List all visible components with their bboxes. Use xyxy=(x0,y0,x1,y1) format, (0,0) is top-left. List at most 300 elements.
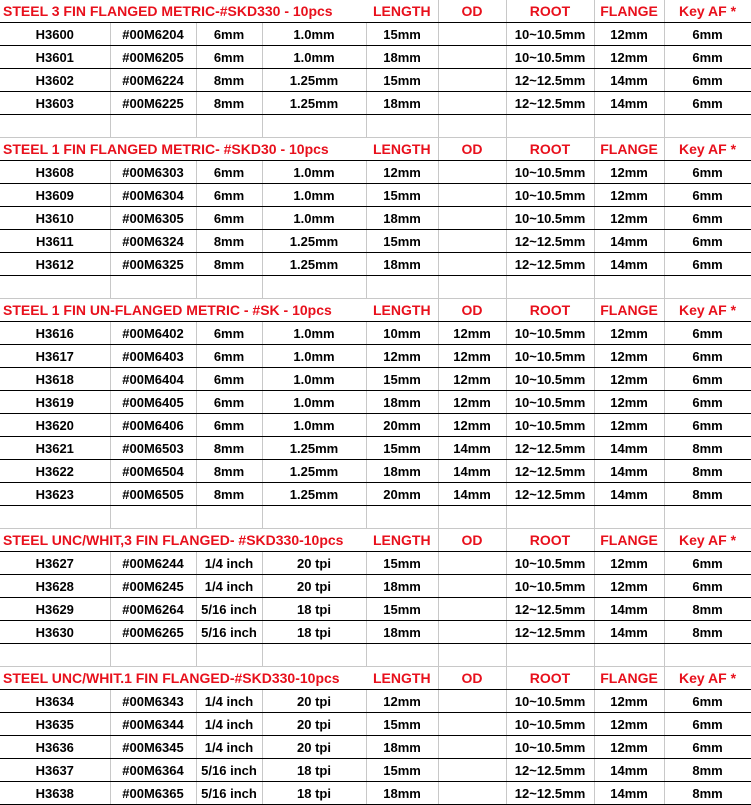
flange-cell: 14mm xyxy=(594,483,664,506)
key-af-cell: 8mm xyxy=(664,782,751,805)
root-cell: 12~12.5mm xyxy=(506,782,594,805)
od-header: OD xyxy=(438,138,506,161)
length-cell: 15mm xyxy=(366,230,438,253)
key-af-cell: 8mm xyxy=(664,598,751,621)
size-cell: 1/4 inch xyxy=(196,575,262,598)
empty-cell xyxy=(506,644,594,667)
flange-cell: 14mm xyxy=(594,69,664,92)
pitch-cell: 1.0mm xyxy=(262,161,366,184)
length-cell: 18mm xyxy=(366,92,438,115)
root-cell: 10~10.5mm xyxy=(506,690,594,713)
code-cell: #00M6364 xyxy=(110,759,196,782)
part-number-cell: H3620 xyxy=(0,414,110,437)
length-cell: 15mm xyxy=(366,368,438,391)
flange-cell: 14mm xyxy=(594,598,664,621)
pitch-cell: 1.25mm xyxy=(262,460,366,483)
table-row xyxy=(0,621,751,644)
key-af-cell: 8mm xyxy=(664,621,751,644)
flange-cell: 14mm xyxy=(594,230,664,253)
table-row xyxy=(0,345,751,368)
flange-cell: 12mm xyxy=(594,161,664,184)
size-cell: 1/4 inch xyxy=(196,552,262,575)
root-cell: 12~12.5mm xyxy=(506,483,594,506)
table-row xyxy=(0,368,751,391)
key-af-header: Key AF * xyxy=(664,667,751,690)
root-cell: 10~10.5mm xyxy=(506,391,594,414)
size-cell: 6mm xyxy=(196,23,262,46)
pitch-cell: 1.0mm xyxy=(262,184,366,207)
root-cell: 12~12.5mm xyxy=(506,253,594,276)
flange-cell: 14mm xyxy=(594,460,664,483)
flange-cell: 12mm xyxy=(594,322,664,345)
size-cell: 8mm xyxy=(196,92,262,115)
od-header: OD xyxy=(438,299,506,322)
table-row xyxy=(0,759,751,782)
key-af-cell: 6mm xyxy=(664,161,751,184)
empty-cell xyxy=(594,276,664,299)
key-af-cell: 6mm xyxy=(664,46,751,69)
key-af-cell: 6mm xyxy=(664,391,751,414)
flange-cell: 12mm xyxy=(594,184,664,207)
key-af-cell: 8mm xyxy=(664,483,751,506)
table-row xyxy=(0,575,751,598)
code-cell: #00M6304 xyxy=(110,184,196,207)
flange-cell: 12mm xyxy=(594,713,664,736)
pitch-cell: 1.0mm xyxy=(262,322,366,345)
flange-cell: 14mm xyxy=(594,92,664,115)
code-cell: #00M6406 xyxy=(110,414,196,437)
table-row xyxy=(0,322,751,345)
empty-cell xyxy=(594,644,664,667)
key-af-header: Key AF * xyxy=(664,138,751,161)
flange-cell: 12mm xyxy=(594,414,664,437)
code-cell: #00M6205 xyxy=(110,46,196,69)
flange-cell: 14mm xyxy=(594,621,664,644)
empty-cell xyxy=(506,276,594,299)
od-cell: 12mm xyxy=(438,345,506,368)
root-cell: 10~10.5mm xyxy=(506,23,594,46)
key-af-cell: 6mm xyxy=(664,713,751,736)
pitch-cell: 20 tpi xyxy=(262,736,366,759)
key-af-cell: 6mm xyxy=(664,23,751,46)
size-cell: 8mm xyxy=(196,483,262,506)
length-cell: 18mm xyxy=(366,621,438,644)
code-cell: #00M6505 xyxy=(110,483,196,506)
key-af-cell: 6mm xyxy=(664,69,751,92)
pitch-cell: 1.0mm xyxy=(262,207,366,230)
flange-header: FLANGE xyxy=(594,0,664,23)
root-cell: 12~12.5mm xyxy=(506,460,594,483)
length-cell: 18mm xyxy=(366,782,438,805)
length-cell: 18mm xyxy=(366,736,438,759)
flange-header: FLANGE xyxy=(594,299,664,322)
size-cell: 5/16 inch xyxy=(196,621,262,644)
size-cell: 6mm xyxy=(196,184,262,207)
flange-header: FLANGE xyxy=(594,529,664,552)
table-row xyxy=(0,23,751,46)
code-cell: #00M6264 xyxy=(110,598,196,621)
root-cell: 10~10.5mm xyxy=(506,161,594,184)
root-header: ROOT xyxy=(506,138,594,161)
flange-cell: 14mm xyxy=(594,759,664,782)
empty-cell xyxy=(196,276,262,299)
section-header-row xyxy=(0,138,751,161)
od-cell xyxy=(438,598,506,621)
length-cell: 20mm xyxy=(366,483,438,506)
code-cell: #00M6244 xyxy=(110,552,196,575)
part-number-cell: H3636 xyxy=(0,736,110,759)
empty-cell xyxy=(262,115,366,138)
size-cell: 8mm xyxy=(196,437,262,460)
code-cell: #00M6343 xyxy=(110,690,196,713)
part-number-cell: H3612 xyxy=(0,253,110,276)
length-cell: 12mm xyxy=(366,345,438,368)
size-cell: 1/4 inch xyxy=(196,713,262,736)
size-cell: 6mm xyxy=(196,391,262,414)
length-cell: 15mm xyxy=(366,759,438,782)
table-row xyxy=(0,437,751,460)
od-cell xyxy=(438,69,506,92)
pitch-cell: 18 tpi xyxy=(262,598,366,621)
key-af-cell: 6mm xyxy=(664,552,751,575)
pitch-cell: 1.25mm xyxy=(262,253,366,276)
size-cell: 8mm xyxy=(196,460,262,483)
part-number-cell: H3623 xyxy=(0,483,110,506)
size-cell: 6mm xyxy=(196,46,262,69)
root-header: ROOT xyxy=(506,299,594,322)
part-number-cell: H3609 xyxy=(0,184,110,207)
empty-cell xyxy=(366,276,438,299)
empty-cell xyxy=(262,644,366,667)
code-cell: #00M6204 xyxy=(110,23,196,46)
empty-cell xyxy=(366,506,438,529)
empty-cell xyxy=(0,506,110,529)
key-af-cell: 6mm xyxy=(664,230,751,253)
part-number-cell: H3621 xyxy=(0,437,110,460)
flange-cell: 12mm xyxy=(594,345,664,368)
section-header-row xyxy=(0,299,751,322)
od-cell xyxy=(438,230,506,253)
pitch-cell: 1.0mm xyxy=(262,368,366,391)
key-af-cell: 6mm xyxy=(664,207,751,230)
flange-cell: 12mm xyxy=(594,575,664,598)
table-row xyxy=(0,230,751,253)
root-cell: 12~12.5mm xyxy=(506,759,594,782)
section-header-row xyxy=(0,667,751,690)
code-cell: #00M6325 xyxy=(110,253,196,276)
empty-cell xyxy=(262,276,366,299)
table-row xyxy=(0,207,751,230)
key-af-cell: 6mm xyxy=(664,736,751,759)
size-cell: 1/4 inch xyxy=(196,736,262,759)
pitch-cell: 1.0mm xyxy=(262,391,366,414)
empty-cell xyxy=(110,276,196,299)
flange-header: FLANGE xyxy=(594,138,664,161)
code-cell: #00M6403 xyxy=(110,345,196,368)
table-row xyxy=(0,92,751,115)
pitch-cell: 1.0mm xyxy=(262,414,366,437)
part-number-cell: H3628 xyxy=(0,575,110,598)
size-cell: 1/4 inch xyxy=(196,690,262,713)
section-header-row xyxy=(0,529,751,552)
length-header: LENGTH xyxy=(366,529,438,552)
part-number-cell: H3617 xyxy=(0,345,110,368)
key-af-cell: 6mm xyxy=(664,345,751,368)
od-cell: 14mm xyxy=(438,437,506,460)
part-number-cell: H3627 xyxy=(0,552,110,575)
empty-cell xyxy=(664,506,751,529)
empty-cell xyxy=(366,644,438,667)
length-cell: 15mm xyxy=(366,184,438,207)
key-af-cell: 8mm xyxy=(664,460,751,483)
table-row xyxy=(0,69,751,92)
code-cell: #00M6365 xyxy=(110,782,196,805)
empty-cell xyxy=(110,115,196,138)
table-row xyxy=(0,713,751,736)
size-cell: 5/16 inch xyxy=(196,598,262,621)
empty-cell xyxy=(664,276,751,299)
root-header: ROOT xyxy=(506,529,594,552)
key-af-cell: 6mm xyxy=(664,690,751,713)
code-cell: #00M6405 xyxy=(110,391,196,414)
root-cell: 10~10.5mm xyxy=(506,552,594,575)
root-cell: 12~12.5mm xyxy=(506,92,594,115)
code-cell: #00M6224 xyxy=(110,69,196,92)
flange-cell: 12mm xyxy=(594,207,664,230)
code-cell: #00M6345 xyxy=(110,736,196,759)
table-row xyxy=(0,483,751,506)
root-cell: 12~12.5mm xyxy=(506,69,594,92)
table-row xyxy=(0,391,751,414)
pitch-cell: 1.0mm xyxy=(262,345,366,368)
table-row xyxy=(0,414,751,437)
root-cell: 10~10.5mm xyxy=(506,736,594,759)
length-header: LENGTH xyxy=(366,667,438,690)
table-row xyxy=(0,253,751,276)
flange-header: FLANGE xyxy=(594,667,664,690)
spacer-row xyxy=(0,506,751,529)
size-cell: 6mm xyxy=(196,207,262,230)
size-cell: 6mm xyxy=(196,322,262,345)
flange-cell: 14mm xyxy=(594,253,664,276)
spacer-row xyxy=(0,644,751,667)
pitch-cell: 20 tpi xyxy=(262,713,366,736)
root-cell: 12~12.5mm xyxy=(506,230,594,253)
size-cell: 6mm xyxy=(196,345,262,368)
length-cell: 18mm xyxy=(366,207,438,230)
flange-cell: 12mm xyxy=(594,690,664,713)
root-cell: 12~12.5mm xyxy=(506,621,594,644)
pitch-cell: 1.25mm xyxy=(262,92,366,115)
empty-cell xyxy=(196,644,262,667)
part-number-cell: H3601 xyxy=(0,46,110,69)
pitch-cell: 1.25mm xyxy=(262,230,366,253)
empty-cell xyxy=(438,276,506,299)
root-cell: 10~10.5mm xyxy=(506,207,594,230)
key-af-cell: 6mm xyxy=(664,322,751,345)
flange-cell: 12mm xyxy=(594,23,664,46)
key-af-cell: 8mm xyxy=(664,437,751,460)
pitch-cell: 18 tpi xyxy=(262,782,366,805)
part-number-cell: H3603 xyxy=(0,92,110,115)
length-cell: 15mm xyxy=(366,437,438,460)
table-row xyxy=(0,598,751,621)
key-af-cell: 6mm xyxy=(664,414,751,437)
size-cell: 5/16 inch xyxy=(196,782,262,805)
section-title: STEEL 1 FIN FLANGED METRIC- #SKD30 - 10pcs xyxy=(0,138,366,161)
length-cell: 15mm xyxy=(366,552,438,575)
od-header: OD xyxy=(438,0,506,23)
empty-cell xyxy=(506,115,594,138)
root-cell: 10~10.5mm xyxy=(506,414,594,437)
part-number-cell: H3618 xyxy=(0,368,110,391)
empty-cell xyxy=(438,644,506,667)
od-cell xyxy=(438,782,506,805)
part-number-cell: H3602 xyxy=(0,69,110,92)
od-cell xyxy=(438,23,506,46)
length-cell: 12mm xyxy=(366,690,438,713)
key-af-cell: 6mm xyxy=(664,253,751,276)
root-header: ROOT xyxy=(506,0,594,23)
length-header: LENGTH xyxy=(366,0,438,23)
size-cell: 8mm xyxy=(196,253,262,276)
root-header: ROOT xyxy=(506,667,594,690)
size-cell: 8mm xyxy=(196,69,262,92)
root-cell: 10~10.5mm xyxy=(506,322,594,345)
part-number-cell: H3638 xyxy=(0,782,110,805)
pitch-cell: 20 tpi xyxy=(262,575,366,598)
part-number-cell: H3634 xyxy=(0,690,110,713)
flange-cell: 12mm xyxy=(594,552,664,575)
key-af-header: Key AF * xyxy=(664,529,751,552)
code-cell: #00M6245 xyxy=(110,575,196,598)
length-header: LENGTH xyxy=(366,138,438,161)
flange-cell: 12mm xyxy=(594,46,664,69)
length-cell: 15mm xyxy=(366,69,438,92)
length-cell: 12mm xyxy=(366,161,438,184)
pitch-cell: 1.0mm xyxy=(262,46,366,69)
od-cell xyxy=(438,736,506,759)
length-cell: 18mm xyxy=(366,391,438,414)
part-number-cell: H3619 xyxy=(0,391,110,414)
spacer-row xyxy=(0,276,751,299)
length-cell: 15mm xyxy=(366,713,438,736)
key-af-cell: 6mm xyxy=(664,368,751,391)
empty-cell xyxy=(594,115,664,138)
pitch-cell: 1.25mm xyxy=(262,69,366,92)
empty-cell xyxy=(438,506,506,529)
od-cell xyxy=(438,575,506,598)
od-cell xyxy=(438,713,506,736)
size-cell: 6mm xyxy=(196,414,262,437)
empty-cell xyxy=(0,644,110,667)
size-cell: 6mm xyxy=(196,161,262,184)
part-number-cell: H3600 xyxy=(0,23,110,46)
key-af-cell: 6mm xyxy=(664,184,751,207)
code-cell: #00M6504 xyxy=(110,460,196,483)
od-cell xyxy=(438,759,506,782)
length-cell: 18mm xyxy=(366,253,438,276)
empty-cell xyxy=(110,644,196,667)
section-title: STEEL UNC/WHIT.1 FIN FLANGED-#SKD330-10pcs xyxy=(0,667,366,690)
table-row xyxy=(0,690,751,713)
size-cell: 8mm xyxy=(196,230,262,253)
key-af-cell: 8mm xyxy=(664,759,751,782)
code-cell: #00M6404 xyxy=(110,368,196,391)
root-cell: 10~10.5mm xyxy=(506,575,594,598)
part-number-cell: H3622 xyxy=(0,460,110,483)
section-title: STEEL 1 FIN UN-FLANGED METRIC - #SK - 10pcs xyxy=(0,299,366,322)
pitch-cell: 1.0mm xyxy=(262,23,366,46)
od-cell xyxy=(438,207,506,230)
table-row xyxy=(0,552,751,575)
length-cell: 15mm xyxy=(366,598,438,621)
od-cell: 12mm xyxy=(438,322,506,345)
table-row xyxy=(0,460,751,483)
empty-cell xyxy=(664,644,751,667)
empty-cell xyxy=(196,115,262,138)
part-number-cell: H3616 xyxy=(0,322,110,345)
table-row xyxy=(0,46,751,69)
flange-cell: 12mm xyxy=(594,391,664,414)
section-header-row xyxy=(0,0,751,23)
code-cell: #00M6225 xyxy=(110,92,196,115)
root-cell: 12~12.5mm xyxy=(506,437,594,460)
length-header: LENGTH xyxy=(366,299,438,322)
size-cell: 6mm xyxy=(196,368,262,391)
key-af-cell: 6mm xyxy=(664,92,751,115)
length-cell: 18mm xyxy=(366,460,438,483)
od-cell xyxy=(438,552,506,575)
size-cell: 5/16 inch xyxy=(196,759,262,782)
od-cell: 14mm xyxy=(438,483,506,506)
part-number-cell: H3635 xyxy=(0,713,110,736)
empty-cell xyxy=(366,115,438,138)
root-cell: 10~10.5mm xyxy=(506,368,594,391)
root-cell: 10~10.5mm xyxy=(506,46,594,69)
pitch-cell: 18 tpi xyxy=(262,621,366,644)
od-cell xyxy=(438,161,506,184)
od-cell xyxy=(438,46,506,69)
empty-cell xyxy=(262,506,366,529)
code-cell: #00M6265 xyxy=(110,621,196,644)
pitch-cell: 20 tpi xyxy=(262,690,366,713)
pitch-cell: 20 tpi xyxy=(262,552,366,575)
code-cell: #00M6503 xyxy=(110,437,196,460)
length-cell: 15mm xyxy=(366,23,438,46)
empty-cell xyxy=(438,115,506,138)
pitch-cell: 1.25mm xyxy=(262,437,366,460)
root-cell: 10~10.5mm xyxy=(506,713,594,736)
od-cell: 12mm xyxy=(438,414,506,437)
table-row xyxy=(0,184,751,207)
code-cell: #00M6344 xyxy=(110,713,196,736)
part-number-cell: H3608 xyxy=(0,161,110,184)
flange-cell: 14mm xyxy=(594,782,664,805)
pitch-cell: 1.25mm xyxy=(262,483,366,506)
root-cell: 10~10.5mm xyxy=(506,184,594,207)
length-cell: 20mm xyxy=(366,414,438,437)
length-cell: 18mm xyxy=(366,575,438,598)
pitch-cell: 18 tpi xyxy=(262,759,366,782)
flange-cell: 14mm xyxy=(594,437,664,460)
table-row xyxy=(0,782,751,805)
part-number-cell: H3629 xyxy=(0,598,110,621)
empty-cell xyxy=(594,506,664,529)
od-cell xyxy=(438,253,506,276)
flange-cell: 12mm xyxy=(594,368,664,391)
root-cell: 12~12.5mm xyxy=(506,598,594,621)
